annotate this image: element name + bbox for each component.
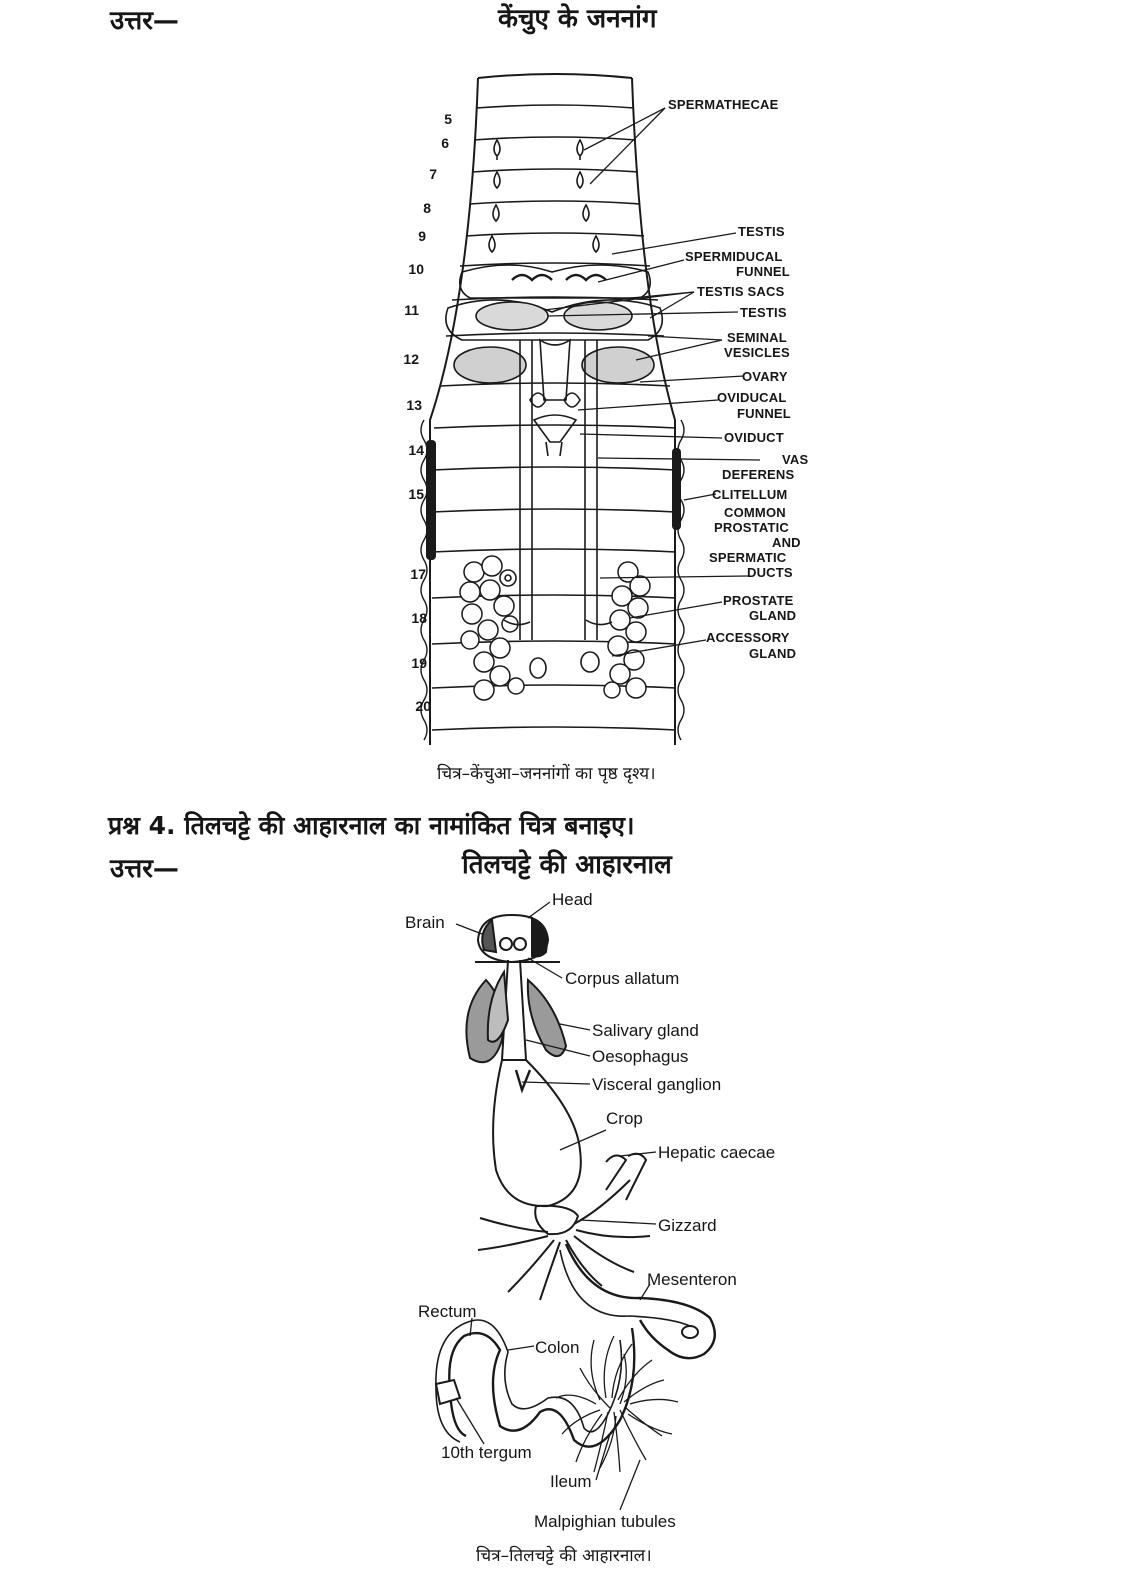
label-visceral-ganglion: Visceral ganglion — [592, 1075, 722, 1094]
label-malpighian-tubules: Malpighian tubules — [534, 1512, 676, 1531]
label-oviducal: OVIDUCAL — [717, 390, 787, 405]
label-crop: Crop — [606, 1109, 643, 1128]
answer-label-2: उत्तर— — [110, 854, 179, 884]
label-oviducal-funnel: FUNNEL — [737, 406, 791, 421]
segment-number: 18 — [411, 610, 427, 626]
label-accessory-gland: GLAND — [749, 646, 797, 661]
segment-number: 17 — [410, 566, 426, 582]
segment-number: 15 — [408, 486, 424, 502]
label-brain: Brain — [405, 913, 445, 932]
segment-number: 7 — [429, 166, 437, 182]
label-testis-top: TESTIS — [738, 224, 785, 239]
label-rectum: Rectum — [418, 1302, 477, 1321]
segment-number: 11 — [404, 302, 419, 318]
label-testis-sacs: TESTIS SACS — [697, 284, 785, 299]
label-vesicles: VESICLES — [724, 345, 790, 360]
segment-number: 5 — [444, 111, 452, 127]
label-and: AND — [772, 535, 801, 550]
label-seminal: SEMINAL — [727, 330, 787, 345]
label-prostate-gland: GLAND — [749, 608, 797, 623]
label-salivary-gland: Salivary gland — [592, 1021, 699, 1040]
label-spermiducal-funnel: FUNNEL — [736, 264, 790, 279]
label-corpus-allatum: Corpus allatum — [565, 969, 680, 988]
label-ovary: OVARY — [742, 369, 788, 384]
segment-number: 20 — [415, 698, 431, 714]
segment-number: 14 — [408, 442, 424, 458]
label-accessory: ACCESSORY — [706, 630, 790, 645]
label-spermiducal: SPERMIDUCAL — [685, 249, 783, 264]
gizzard-shape — [535, 1206, 578, 1234]
label-deferens: DEFERENS — [722, 467, 795, 482]
label-colon: Colon — [535, 1338, 580, 1357]
label-clitellum: CLITELLUM — [712, 487, 788, 502]
label-common: COMMON — [724, 505, 786, 520]
segment-number: 9 — [418, 228, 426, 244]
answer-label-1: उत्तर— — [110, 6, 179, 36]
label-oesophagus: Oesophagus — [592, 1047, 689, 1066]
cockroach-title: तिलचट्टे की आहारनाल — [462, 850, 672, 880]
segment-number: 10 — [408, 261, 424, 277]
earthworm-title: केंचुए के जननांग — [498, 4, 657, 34]
label-oviduct: OVIDUCT — [724, 430, 784, 445]
label-vas: VAS — [782, 452, 809, 467]
segment-number: 19 — [411, 655, 427, 671]
segment-number: 8 — [423, 200, 431, 216]
segment-number: 12 — [403, 351, 419, 367]
label-spermathecae: SPERMATHECAE — [668, 97, 779, 112]
cockroach-caption: चित्र–तिलचट्टे की आहारनाल। — [476, 1546, 652, 1566]
label-hepatic-caecae: Hepatic caecae — [658, 1143, 776, 1162]
label-testis-bottom: TESTIS — [740, 305, 787, 320]
segment-number: 13 — [406, 397, 422, 413]
label-ileum: Ileum — [550, 1472, 592, 1491]
label-prostatic: PROSTATIC — [714, 520, 789, 535]
label-10th-tergum: 10th tergum — [441, 1443, 532, 1462]
label-head: Head — [552, 890, 593, 909]
segment-number: 6 — [441, 135, 449, 151]
label-ducts: DUCTS — [747, 565, 793, 580]
question-4: प्रश्न 4. तिलचट्टे की आहारनाल का नामांकित चित्र बनाइए। — [108, 811, 635, 840]
label-prostate: PROSTATE — [723, 593, 794, 608]
label-spermatic: SPERMATIC — [709, 550, 787, 565]
label-gizzard: Gizzard — [658, 1216, 717, 1235]
label-mesenteron: Mesenteron — [647, 1270, 737, 1289]
earthworm-caption: चित्र–केंचुआ–जननांगों का पृष्ठ दृश्य। — [437, 764, 656, 784]
